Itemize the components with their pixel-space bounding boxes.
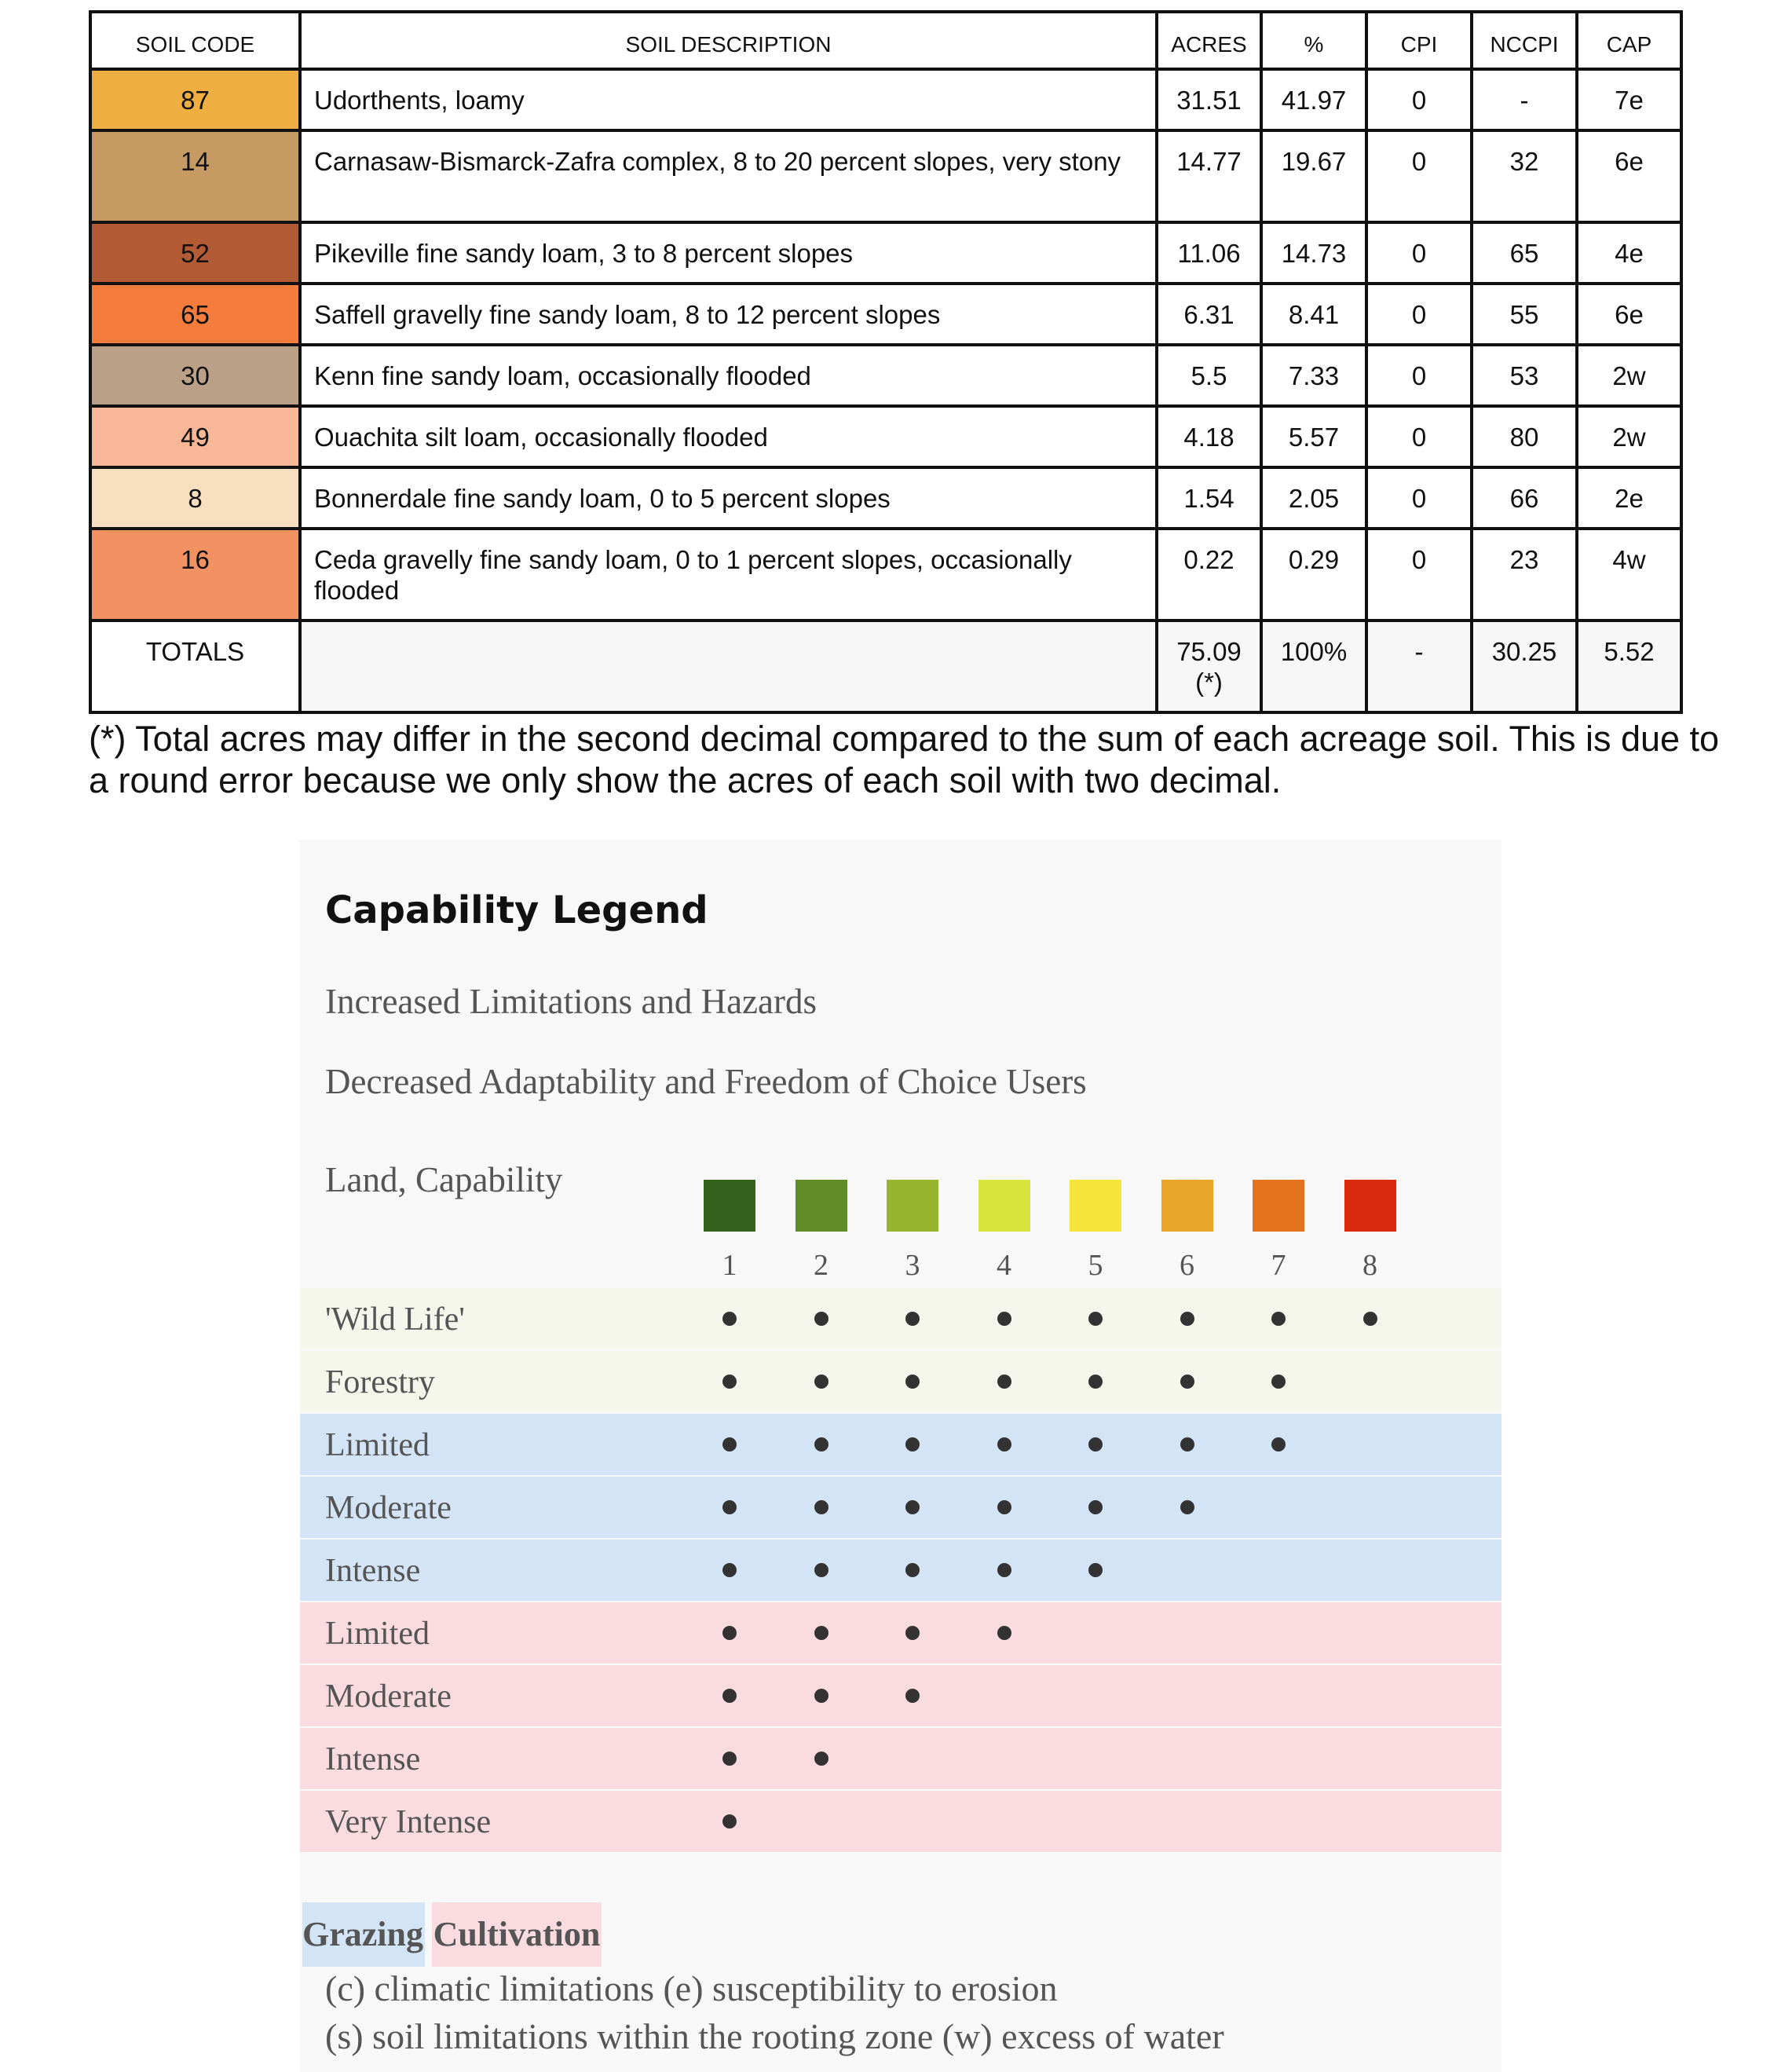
header-cap: CAP [1577, 12, 1681, 69]
cultivation-use-row [300, 1791, 1501, 1852]
totals-description [300, 621, 1157, 712]
use-label: Intense [325, 1741, 421, 1777]
soil-cap: 2w [1577, 406, 1681, 467]
soil-cpi: 0 [1366, 69, 1472, 130]
class-6-swatch [1161, 1180, 1213, 1232]
soil-description: Udorthents, loamy [300, 69, 1157, 130]
soil-cpi: 0 [1366, 284, 1472, 345]
soil-percent: 14.73 [1261, 222, 1366, 284]
cultivation-use-row [300, 1665, 1501, 1726]
soil-cpi: 0 [1366, 345, 1472, 406]
limitation-note-2: (s) soil limitations within the rooting zone (w) excess of water [325, 2016, 1224, 2056]
class-6-number: 6 [1180, 1249, 1194, 1282]
decreased-adaptability-text: Decreased Adaptability and Freedom of Choice Users [325, 1062, 1087, 1101]
soil-row [90, 69, 1681, 130]
suitability-dot [722, 1626, 737, 1640]
soil-percent: 5.57 [1261, 406, 1366, 467]
suitability-dot [814, 1563, 828, 1577]
cultivation-tag: Cultivation [432, 1902, 602, 1967]
use-label: Moderate [325, 1490, 452, 1526]
class-5-number: 5 [1088, 1249, 1103, 1282]
soil-description: Kenn fine sandy loam, occasionally flooded [300, 345, 1157, 406]
class-7-number: 7 [1271, 1249, 1286, 1282]
totals-cap: 5.52 [1577, 621, 1681, 712]
soil-nccpi: 53 [1472, 345, 1577, 406]
use-label: Very Intense [325, 1804, 492, 1840]
soil-cap: 2e [1577, 467, 1681, 529]
soil-description: Ouachita silt loam, occasionally flooded [300, 406, 1157, 467]
class-4-swatch [978, 1180, 1030, 1232]
suitability-dot [814, 1689, 828, 1703]
class-7-swatch [1253, 1180, 1304, 1232]
suitability-dot [1271, 1312, 1286, 1326]
suitability-dot [1088, 1312, 1103, 1326]
suitability-dot [722, 1689, 737, 1703]
capability-legend [300, 840, 1501, 2072]
soil-acres: 5.5 [1157, 345, 1261, 406]
suitability-dot [722, 1437, 737, 1451]
suitability-dot [905, 1437, 920, 1451]
suitability-dot [814, 1752, 828, 1766]
totals-cpi: - [1366, 621, 1472, 712]
grazing-use-row [300, 1539, 1501, 1601]
class-2-swatch [796, 1180, 847, 1232]
class-5-swatch [1070, 1180, 1121, 1232]
soil-cap: 4e [1577, 222, 1681, 284]
soil-description: Saffell gravelly fine sandy loam, 8 to 12 percent slopes [300, 284, 1157, 345]
suitability-dot [1271, 1437, 1286, 1451]
soil-acres: 14.77 [1157, 130, 1261, 222]
class-8-swatch [1344, 1180, 1396, 1232]
soil-percent: 19.67 [1261, 130, 1366, 222]
header-nccpi: NCCPI [1472, 12, 1577, 69]
soil-code: 65 [90, 284, 300, 345]
soil-description: Pikeville fine sandy loam, 3 to 8 percent slopes [300, 222, 1157, 284]
soil-cpi: 0 [1366, 467, 1472, 529]
increased-limitations-text: Increased Limitations and Hazards [325, 982, 818, 1021]
soil-nccpi: 23 [1472, 529, 1577, 621]
class-3-swatch [887, 1180, 938, 1232]
use-label: 'Wild Life' [325, 1301, 465, 1338]
suitability-dot [905, 1312, 920, 1326]
soil-acres: 31.51 [1157, 69, 1261, 130]
totals-nccpi: 30.25 [1472, 621, 1577, 712]
suitability-dot [722, 1752, 737, 1766]
header-soil-code: SOIL CODE [90, 12, 300, 69]
soil-percent: 7.33 [1261, 345, 1366, 406]
suitability-dot [997, 1563, 1011, 1577]
header-acres: ACRES [1157, 12, 1261, 69]
soil-percent: 2.05 [1261, 467, 1366, 529]
class-1-swatch [704, 1180, 755, 1232]
suitability-dot [997, 1437, 1011, 1451]
suitability-dot [905, 1375, 920, 1389]
suitability-dot [1088, 1563, 1103, 1577]
soil-table [89, 10, 1683, 714]
class-8-number: 8 [1363, 1249, 1377, 1282]
suitability-dot [905, 1689, 920, 1703]
suitability-dot [905, 1626, 920, 1640]
suitability-dot [997, 1500, 1011, 1514]
suitability-dot [1180, 1500, 1194, 1514]
soil-cpi: 0 [1366, 406, 1472, 467]
soil-nccpi: 66 [1472, 467, 1577, 529]
wild-use-row [300, 1288, 1501, 1349]
soil-cap: 7e [1577, 69, 1681, 130]
totals-row [90, 621, 1681, 712]
soil-acres: 4.18 [1157, 406, 1261, 467]
limitation-note-1: (c) climatic limitations (e) susceptibility to erosion [325, 1968, 1058, 2008]
soil-acres: 0.22 [1157, 529, 1261, 621]
suitability-dot [722, 1375, 737, 1389]
header-cpi: CPI [1366, 12, 1472, 69]
soil-acres: 1.54 [1157, 467, 1261, 529]
soil-cpi: 0 [1366, 222, 1472, 284]
soil-cap: 6e [1577, 284, 1681, 345]
suitability-dot [1180, 1375, 1194, 1389]
use-label: Intense [325, 1553, 421, 1589]
soil-row [90, 130, 1681, 222]
suitability-dot [722, 1814, 737, 1829]
suitability-dot [905, 1563, 920, 1577]
soil-row [90, 406, 1681, 467]
soil-cap: 2w [1577, 345, 1681, 406]
soil-row [90, 284, 1681, 345]
suitability-dot [814, 1626, 828, 1640]
soil-cap: 4w [1577, 529, 1681, 621]
soil-nccpi: 80 [1472, 406, 1577, 467]
grazing-tag: Grazing [302, 1902, 425, 1967]
suitability-dot [814, 1312, 828, 1326]
soil-acres: 6.31 [1157, 284, 1261, 345]
suitability-dot [1180, 1312, 1194, 1326]
suitability-dot [1088, 1500, 1103, 1514]
header-percent: % [1261, 12, 1366, 69]
soil-code: 87 [90, 69, 300, 130]
legend-title: Capability Legend [325, 888, 708, 932]
table-header-row [90, 12, 1681, 69]
suitability-dot [814, 1437, 828, 1451]
soil-description: Bonnerdale fine sandy loam, 0 to 5 percent slopes [300, 467, 1157, 529]
suitability-dot [905, 1500, 920, 1514]
soil-code: 49 [90, 406, 300, 467]
soil-percent: 41.97 [1261, 69, 1366, 130]
totals-percent: 100% [1261, 621, 1366, 712]
suitability-dot [814, 1500, 828, 1514]
suitability-dot [1088, 1375, 1103, 1389]
soil-nccpi: 65 [1472, 222, 1577, 284]
suitability-dot [1271, 1375, 1286, 1389]
soil-description: Carnasaw-Bismarck-Zafra complex, 8 to 20 percent slopes, very stony [300, 130, 1157, 222]
suitability-dot [1363, 1312, 1377, 1326]
wild-use-row [300, 1351, 1501, 1412]
soil-description: Ceda gravelly fine sandy loam, 0 to 1 percent slopes, occasionally flooded [300, 529, 1157, 621]
soil-code: 14 [90, 130, 300, 222]
soil-nccpi: 32 [1472, 130, 1577, 222]
soil-nccpi: - [1472, 69, 1577, 130]
suitability-dot [722, 1312, 737, 1326]
class-3-number: 3 [905, 1249, 920, 1282]
soil-percent: 0.29 [1261, 529, 1366, 621]
suitability-dot [1180, 1437, 1194, 1451]
soil-row [90, 345, 1681, 406]
soil-code: 8 [90, 467, 300, 529]
header-soil-description: SOIL DESCRIPTION [300, 12, 1157, 69]
soil-row [90, 467, 1681, 529]
suitability-dot [722, 1500, 737, 1514]
totals-acres: 75.09(*) [1157, 621, 1261, 712]
soil-cpi: 0 [1366, 529, 1472, 621]
soil-code: 52 [90, 222, 300, 284]
use-label: Limited [325, 1427, 430, 1463]
grazing-use-row [300, 1477, 1501, 1538]
acreage-footnote: (*) Total acres may differ in the second decimal compared to the sum of each acreage soil. This is due to a round error because we only show the acres of each soil with two decimal. [89, 719, 1720, 800]
suitability-dot [1088, 1437, 1103, 1451]
soil-code: 30 [90, 345, 300, 406]
soil-code: 16 [90, 529, 300, 621]
soil-row [90, 222, 1681, 284]
totals-label: TOTALS [90, 621, 300, 712]
soil-nccpi: 55 [1472, 284, 1577, 345]
use-label: Forestry [325, 1364, 435, 1400]
class-4-number: 4 [997, 1249, 1011, 1282]
class-2-number: 2 [814, 1249, 828, 1282]
soil-percent: 8.41 [1261, 284, 1366, 345]
class-1-number: 1 [722, 1249, 737, 1282]
soil-row [90, 529, 1681, 621]
soil-acres: 11.06 [1157, 222, 1261, 284]
soil-cpi: 0 [1366, 130, 1472, 222]
use-label: Moderate [325, 1678, 452, 1715]
suitability-dot [997, 1375, 1011, 1389]
grazing-use-row [300, 1414, 1501, 1475]
suitability-dot [997, 1626, 1011, 1640]
suitability-dot [814, 1375, 828, 1389]
cultivation-use-row [300, 1728, 1501, 1789]
use-label: Limited [325, 1616, 430, 1652]
cultivation-use-row [300, 1602, 1501, 1664]
soil-cap: 6e [1577, 130, 1681, 222]
land-capability-label: Land, Capability [325, 1160, 563, 1199]
suitability-dot [997, 1312, 1011, 1326]
suitability-dot [722, 1563, 737, 1577]
